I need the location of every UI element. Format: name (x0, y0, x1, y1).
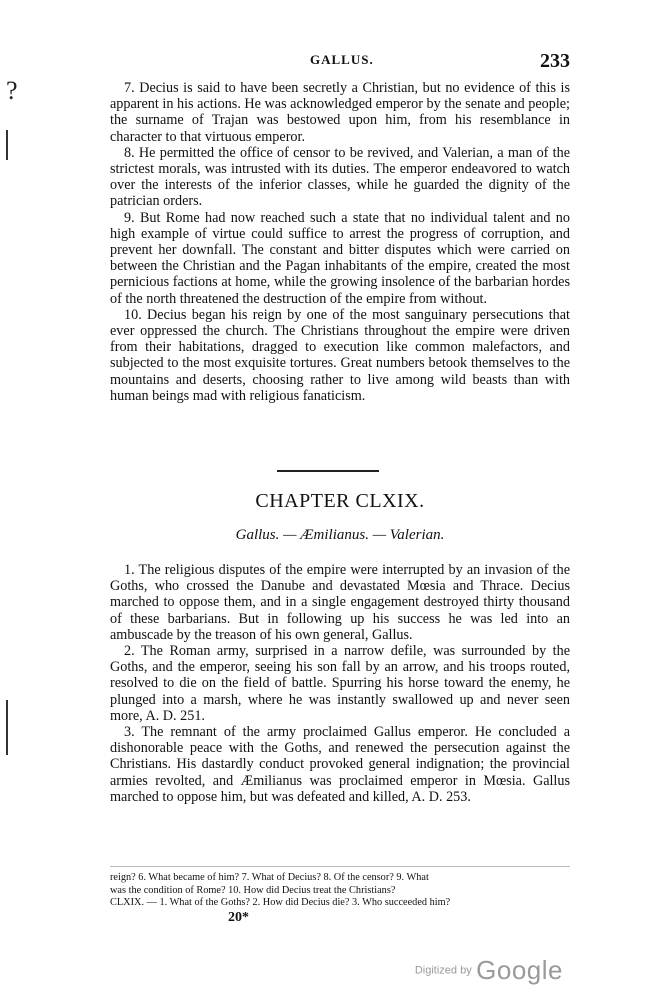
footnote-line: CLXIX. — 1. What of the Goths? 2. How did Decius die? 3. Who succeeded him? (110, 897, 451, 908)
footnote-questions (110, 872, 570, 910)
running-head (110, 50, 570, 70)
margin-line-bottom (6, 700, 8, 755)
paragraph-7: 7. Decius is said to have been secretly a Christian, but no evidence of this is apparent in his actions. He was acknowledged emperor by the senate and people; the surname of Trajan was bestowed upon him, from his resemblance in character to that virtuous emperor. (110, 80, 570, 145)
chapter-paragraph-2: 2. The Roman army, surprised in a narrow defile, was surrounded by the Goths, and the emperor, seeing his son fall by an arrow, and his troops routed, resolved to die on the field of battle. Spurring his horse toward the enemy, he plunged into a marsh, where he was instantly swallowed up and never seen more, A. D. 251. (110, 643, 570, 724)
margin-line-top (6, 130, 8, 160)
signature-mark: 20* (228, 910, 249, 925)
chapter-subtitle: Gallus. — Æmilianus. — Valerian. (235, 527, 445, 543)
paragraph-10: 10. Decius began his reign by one of the most sanguinary persecutions that ever oppressed the church. The Christians throughout the empire were driven from their habitations, dragged to execution like common malefactors, and subjected to the most exquisite tortures. Great numbers betook themselves to the mountains and deserts, choosing rather to live among wild beasts than with human beings mad with religious fanaticism. (110, 306, 570, 404)
paragraph-8: 8. He permitted the office of censor to be revived, and Valerian, a man of the strictest morals, was intrusted with its duties. The emperor endeavored to watch over the interests of the inferior classes, while he guarded the dignity of the patrician orders. (110, 144, 570, 210)
footnote-line: reign? 6. What became of him? 7. What of Decius? 8. Of the censor? 9. What (110, 872, 429, 883)
running-head-title: GALLUS. (310, 52, 374, 67)
footnote-divider (110, 866, 570, 867)
margin-mark: ? (6, 76, 18, 105)
chapter-paragraph-1: 1. The religious disputes of the empire were interrupted by an invasion of the Goths, who crossed the Danube and devastated Mœsia and Thrace. Decius marched to oppose them, and in a single engagement destroyed thirty thousand of these barbarians. But in following up his success he was led into an ambuscade by the treason of his own general, Gallus. (110, 562, 570, 643)
digitized-watermark (415, 955, 563, 986)
section-divider (277, 470, 379, 472)
previous-chapter-text (110, 80, 570, 404)
google-logo-text: Google (476, 955, 563, 985)
footnote-line: was the condition of Rome? 10. How did Decius treat the Christians? (110, 884, 396, 896)
chapter-text (110, 562, 570, 805)
page-number: 233 (540, 50, 570, 72)
chapter-paragraph-3: 3. The remnant of the army proclaimed Gallus emperor. He concluded a dishonorable peace with the Goths, and renewed the persecution against the Christians. His dastardly conduct provoked general indignation; the provincial armies revolted, and Æmilianus was proclaimed emperor in Mœsia. Gallus marched to oppose him, but was defeated and killed, A. D. 253. (110, 724, 570, 805)
chapter-heading: CHAPTER CLXIX. (255, 490, 425, 512)
watermark-prefix: Digitized by (414, 964, 472, 977)
paragraph-9: 9. But Rome had now reached such a state that no individual talent and no high example of virtue could suffice to arrest the progress of corruption, and prevent her downfall. The constant and bitter disputes which were carried on between the Christian and the Pagan inhabitants of the empire, created the most pernicious factions at home, while the growing insolence of the barbarian hordes of the north threatened the destruction of the empire from without. (110, 209, 570, 307)
